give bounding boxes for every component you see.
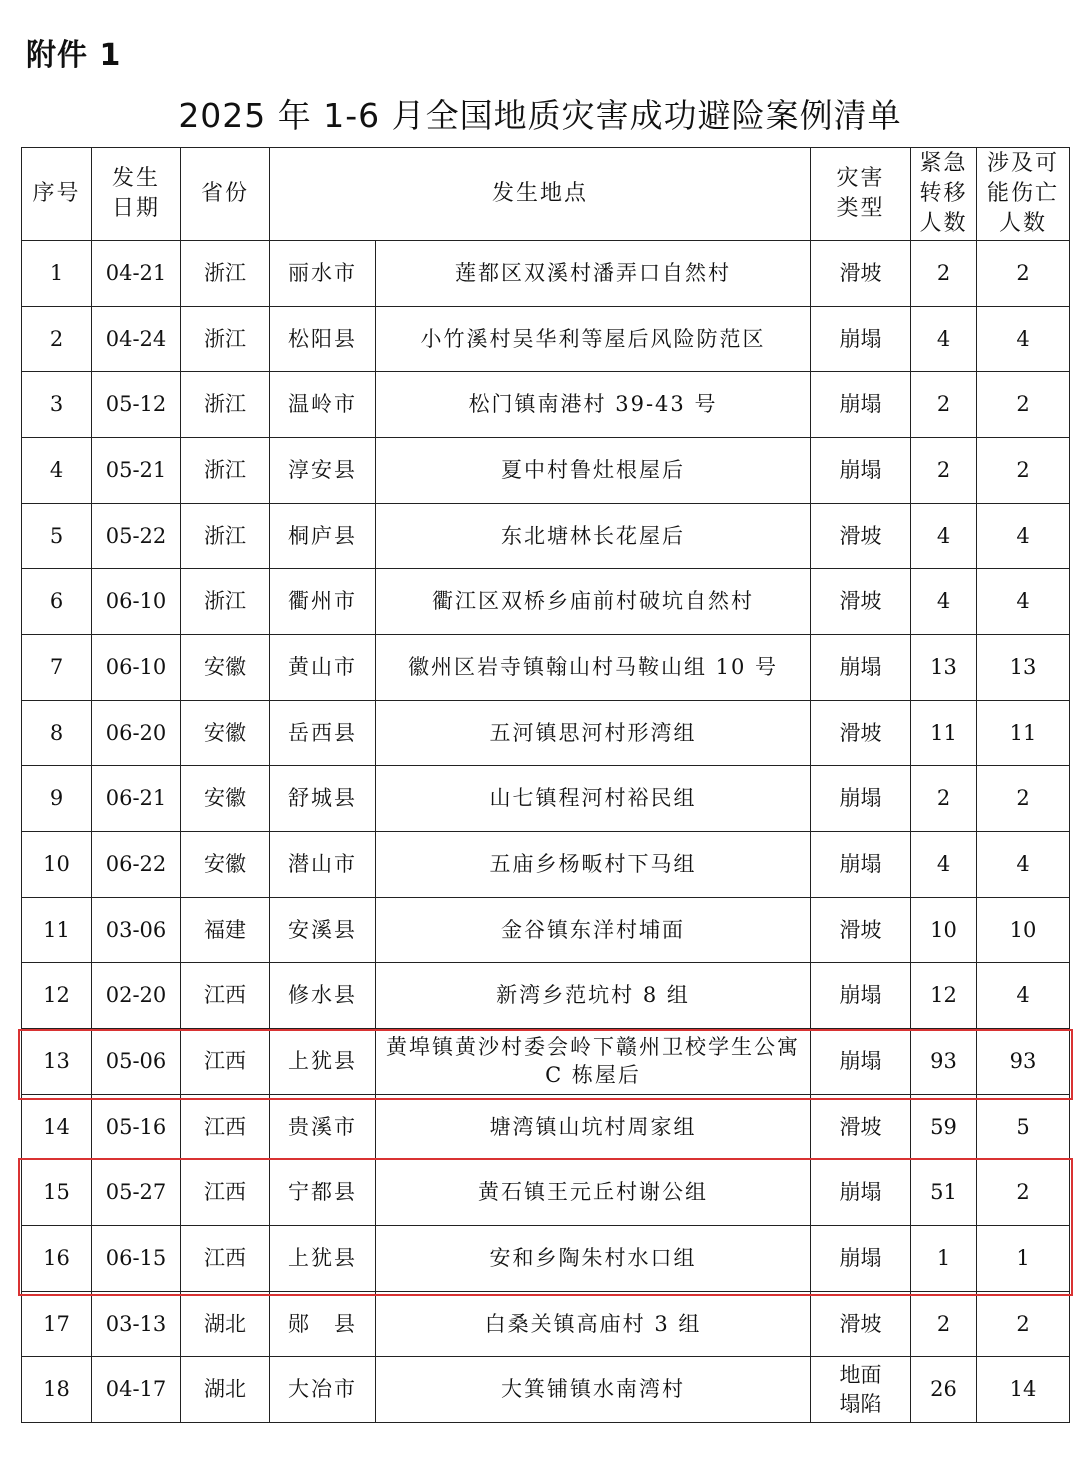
cell-no: 2 [22,306,92,372]
cell-city: 潜山市 [270,831,376,897]
cell-place: 五庙乡杨畈村下马组 [376,831,811,897]
cell-risk: 1 [977,1225,1070,1291]
cell-place: 莲都区双溪村潘弄口自然村 [376,241,811,307]
cell-city: 安溪县 [270,897,376,963]
table-row [22,831,1070,897]
cell-no: 17 [22,1291,92,1357]
document-title: 2025 年 1-6 月全国地质灾害成功避险案例清单 [178,96,902,135]
table-row [22,1291,1070,1357]
cell-type: 崩塌 [811,634,911,700]
cell-type: 崩塌 [811,372,911,438]
cell-no: 11 [22,897,92,963]
cell-place: 小竹溪村吴华利等屋后风险防范区 [376,306,811,372]
cell-city: 舒城县 [270,766,376,832]
cell-province: 浙江 [181,306,270,372]
cell-date: 05-27 [92,1160,181,1226]
header-date-text: 发生 日期 [111,166,160,221]
cell-risk: 2 [977,437,1070,503]
cell-place: 徽州区岩寺镇翰山村马鞍山组 10 号 [376,634,811,700]
cell-type: 崩塌 [811,306,911,372]
cell-type: 崩塌 [811,963,911,1029]
cell-city: 黄山市 [270,634,376,700]
cell-evacuated: 13 [911,634,977,700]
cell-province: 安徽 [181,831,270,897]
cell-risk: 2 [977,372,1070,438]
cell-evacuated: 4 [911,306,977,372]
cell-place: 塘湾镇山坑村周家组 [376,1094,811,1160]
cell-province: 安徽 [181,700,270,766]
cell-risk: 4 [977,963,1070,1029]
cell-evacuated: 12 [911,963,977,1029]
table-row [22,437,1070,503]
cell-risk: 4 [977,503,1070,569]
cell-risk: 4 [977,306,1070,372]
cell-date: 04-24 [92,306,181,372]
cell-city: 郧 县 [270,1291,376,1357]
cell-type: 崩塌 [811,437,911,503]
header-location: 发生地点 [270,148,811,241]
cell-type: 崩塌 [811,1225,911,1291]
cell-no: 18 [22,1357,92,1423]
table-row [22,569,1070,635]
cell-city: 上犹县 [270,1028,376,1094]
cell-risk: 2 [977,1160,1070,1226]
cell-place: 安和乡陶朱村水口组 [376,1225,811,1291]
cell-city: 贵溪市 [270,1094,376,1160]
cell-type: 崩塌 [811,831,911,897]
cell-city: 大冶市 [270,1357,376,1423]
cell-type: 崩塌 [811,766,911,832]
cell-date: 05-21 [92,437,181,503]
cell-place: 东北塘林长花屋后 [376,503,811,569]
cell-evacuated: 93 [911,1028,977,1094]
cell-city: 岳西县 [270,700,376,766]
cell-date: 05-12 [92,372,181,438]
cell-type: 滑坡 [811,897,911,963]
cell-type: 滑坡 [811,503,911,569]
header-province: 省份 [181,148,270,241]
cell-no: 14 [22,1094,92,1160]
cell-no: 1 [22,241,92,307]
cell-evacuated: 4 [911,503,977,569]
cell-risk: 5 [977,1094,1070,1160]
table-row [22,1225,1070,1291]
cell-place: 五河镇思河村形湾组 [376,700,811,766]
cell-city: 上犹县 [270,1225,376,1291]
header-risk-text: 涉及可 能伤亡 人数 [987,151,1060,236]
header-type [811,148,911,241]
cell-place: 衢江区双桥乡庙前村破坑自然村 [376,569,811,635]
table-row [22,634,1070,700]
cell-evacuated: 2 [911,766,977,832]
cell-risk: 2 [977,766,1070,832]
cell-no: 9 [22,766,92,832]
cell-evacuated: 4 [911,569,977,635]
cell-type: 滑坡 [811,1094,911,1160]
cell-risk: 14 [977,1357,1070,1423]
cell-province: 湖北 [181,1357,270,1423]
cell-date: 06-22 [92,831,181,897]
header-date [92,148,181,241]
cell-no: 4 [22,437,92,503]
cell-evacuated: 4 [911,831,977,897]
cell-risk: 13 [977,634,1070,700]
cell-no: 15 [22,1160,92,1226]
cell-risk: 2 [977,241,1070,307]
cell-place: 黄石镇王元丘村谢公组 [376,1160,811,1226]
cell-date: 04-17 [92,1357,181,1423]
cell-evacuated: 2 [911,1291,977,1357]
cell-province: 福建 [181,897,270,963]
cell-place: 松门镇南港村 39-43 号 [376,372,811,438]
case-table [21,147,1070,1423]
cell-risk: 4 [977,569,1070,635]
cell-province: 安徽 [181,634,270,700]
cell-place: 新湾乡范坑村 8 组 [376,963,811,1029]
header-no: 序号 [22,148,92,241]
cell-date: 05-22 [92,503,181,569]
cell-type: 地面 塌陷 [811,1357,911,1423]
cell-date: 06-15 [92,1225,181,1291]
cell-province: 江西 [181,1225,270,1291]
cell-no: 8 [22,700,92,766]
cell-city: 松阳县 [270,306,376,372]
cell-city: 桐庐县 [270,503,376,569]
cell-evacuated: 2 [911,437,977,503]
cell-province: 江西 [181,1094,270,1160]
cell-city: 衢州市 [270,569,376,635]
table-row [22,306,1070,372]
cell-no: 5 [22,503,92,569]
cell-province: 江西 [181,1160,270,1226]
table-header-row [22,148,1070,241]
cell-province: 江西 [181,1028,270,1094]
cell-city: 温岭市 [270,372,376,438]
header-risk [977,148,1070,241]
attachment-label: 附件 1 [26,38,122,73]
cell-date: 04-21 [92,241,181,307]
cell-date: 05-06 [92,1028,181,1094]
cell-province: 湖北 [181,1291,270,1357]
cell-date: 03-13 [92,1291,181,1357]
cell-evacuated: 10 [911,897,977,963]
table-row [22,700,1070,766]
cell-evacuated: 11 [911,700,977,766]
cell-evacuated: 2 [911,241,977,307]
table-row [22,503,1070,569]
cell-place: 山七镇程河村裕民组 [376,766,811,832]
cell-city: 修水县 [270,963,376,1029]
cell-date: 02-20 [92,963,181,1029]
cell-province: 江西 [181,963,270,1029]
table-row [22,1160,1070,1226]
cell-city: 淳安县 [270,437,376,503]
cell-no: 7 [22,634,92,700]
cell-date: 06-21 [92,766,181,832]
table-row [22,1028,1070,1094]
cell-province: 浙江 [181,241,270,307]
cell-place: 白桑关镇高庙村 3 组 [376,1291,811,1357]
cell-risk: 10 [977,897,1070,963]
cell-no: 3 [22,372,92,438]
cell-city: 丽水市 [270,241,376,307]
cell-type: 崩塌 [811,1028,911,1094]
cell-province: 浙江 [181,372,270,438]
cell-no: 12 [22,963,92,1029]
cell-risk: 4 [977,831,1070,897]
cell-date: 06-10 [92,634,181,700]
cell-evacuated: 26 [911,1357,977,1423]
cell-date: 06-20 [92,700,181,766]
cell-risk: 2 [977,1291,1070,1357]
cell-type: 滑坡 [811,700,911,766]
cell-type: 滑坡 [811,569,911,635]
cell-no: 6 [22,569,92,635]
cell-province: 浙江 [181,503,270,569]
cell-place: 大箕铺镇水南湾村 [376,1357,811,1423]
cell-risk: 93 [977,1028,1070,1094]
cell-evacuated: 2 [911,372,977,438]
cell-no: 13 [22,1028,92,1094]
table-row [22,963,1070,1029]
table-row [22,372,1070,438]
table-row [22,897,1070,963]
cell-evacuated: 51 [911,1160,977,1226]
cell-province: 浙江 [181,569,270,635]
table-row [22,1357,1070,1423]
cell-evacuated: 59 [911,1094,977,1160]
cell-risk: 11 [977,700,1070,766]
cell-type: 崩塌 [811,1160,911,1226]
cell-no: 16 [22,1225,92,1291]
cell-province: 安徽 [181,766,270,832]
cell-type: 滑坡 [811,241,911,307]
header-evacuated-text: 紧急 转移 人数 [919,151,968,236]
cell-place: 黄埠镇黄沙村委会岭下赣州卫校学生公寓 C 栋屋后 [376,1028,811,1094]
cell-place: 夏中村鲁灶根屋后 [376,437,811,503]
cell-province: 浙江 [181,437,270,503]
cell-evacuated: 1 [911,1225,977,1291]
cell-place: 金谷镇东洋村埔面 [376,897,811,963]
cell-date: 06-10 [92,569,181,635]
cell-type: 滑坡 [811,1291,911,1357]
cell-date: 03-06 [92,897,181,963]
cell-date: 05-16 [92,1094,181,1160]
header-type-text: 灾害 类型 [836,166,885,221]
cell-city: 宁都县 [270,1160,376,1226]
header-evacuated [911,148,977,241]
table-row [22,241,1070,307]
table-row [22,766,1070,832]
table-row [22,1094,1070,1160]
cell-no: 10 [22,831,92,897]
